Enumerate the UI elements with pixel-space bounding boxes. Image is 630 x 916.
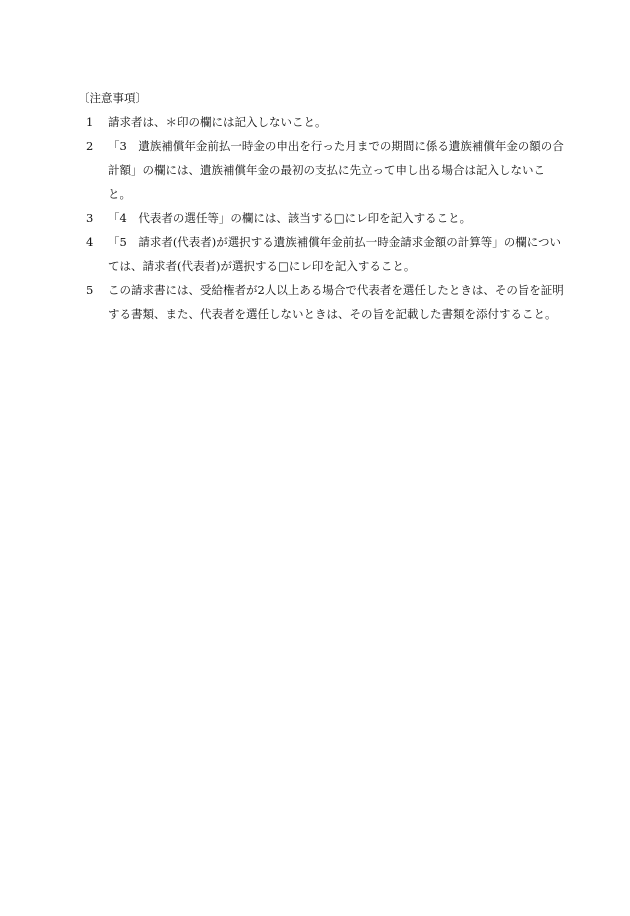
note-number: 3 [86, 211, 94, 225]
note-text: 「3 遺族補償年金前払一時金の申出を行った月までの期間に係る遺族補償年金の額の合計額」の欄には、遺族補償年金の最初の支払に先立って申し出る場合は記入しないこと。 [108, 139, 564, 201]
note-text: 「4 代表者の選任等」の欄には、該当する□にレ印を記入すること。 [108, 211, 472, 225]
note-item-1 [84, 110, 564, 134]
note-number: 2 [86, 139, 94, 153]
note-item-5 [84, 278, 564, 326]
note-text: 請求者は、＊印の欄には記入しないこと。 [108, 115, 327, 129]
note-number: 4 [86, 235, 94, 249]
notes-list [84, 110, 564, 326]
note-number: 1 [86, 115, 94, 129]
notes-heading: 〔注意事項〕 [78, 91, 147, 105]
note-item-3 [84, 206, 564, 230]
notes-section [78, 86, 564, 326]
note-number: 5 [86, 283, 94, 297]
note-text: 「5 請求者(代表者)が選択する遺族補償年金前払一時金請求金額の計算等」の欄については、請求者(代表者)が選択する□にレ印を記入すること。 [108, 235, 562, 273]
note-item-4 [84, 230, 564, 278]
note-item-2 [84, 134, 564, 206]
note-text: この請求書には、受給権者が2人以上ある場合で代表者を選任したときは、その旨を証明する書類、また、代表者を選任しないときは、その旨を記載した書類を添付すること。 [108, 283, 564, 321]
